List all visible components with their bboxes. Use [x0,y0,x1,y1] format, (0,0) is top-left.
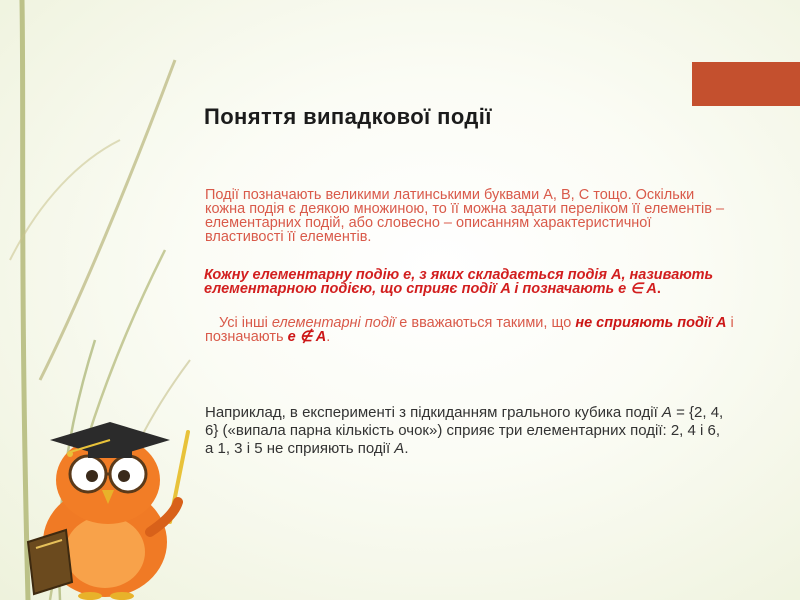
example-part1: Наприклад, в експерименті з підкиданням грального кубика події [205,404,662,421]
paragraph-example [205,404,725,458]
example-italic: A [661,404,672,421]
favorable-text: Кожну елементарну подію e, з яких складається подія A, називають елементарною подією, що сприяє події A і позначають e ∈ A [204,267,714,297]
example-italic2: A [394,440,405,457]
paragraph-favorable [204,268,744,296]
slide-title: Поняття випадкової події [204,104,492,129]
unfavorable-end: . [326,329,331,345]
example-end: . [404,440,409,457]
unfavorable-bold: не сприяють події A [575,315,727,331]
bullet-icon [176,188,186,199]
unfavorable-part2: e вважаються такими, що [395,315,576,331]
unfavorable-part3: і позначають [205,315,734,345]
accent-bar [692,62,800,106]
paragraph-unfavorable [205,316,745,344]
owl-teacher-image [10,392,200,600]
unfavorable-bold2: e ∉ A [287,329,327,345]
unfavorable-italic: елементарні події [271,315,396,331]
example-part2: = {2, 4, 6} («випала парна кількість очок») сприяє три елементарних події: 2, 4 і 6, а 1, 3 і 5 не сприяють події [205,404,724,457]
paragraph-definition: Події позначають великими латинськими буквами A, B, C тощо. Оскільки кожна подія є деякою множиною, то її можна задати переліком її елементів – елементарних подій, або словесно – описанням характеристичної властивості її елементів. [205,187,725,245]
favorable-end: . [656,281,661,297]
unfavorable-part1: Усі інші [219,315,272,331]
